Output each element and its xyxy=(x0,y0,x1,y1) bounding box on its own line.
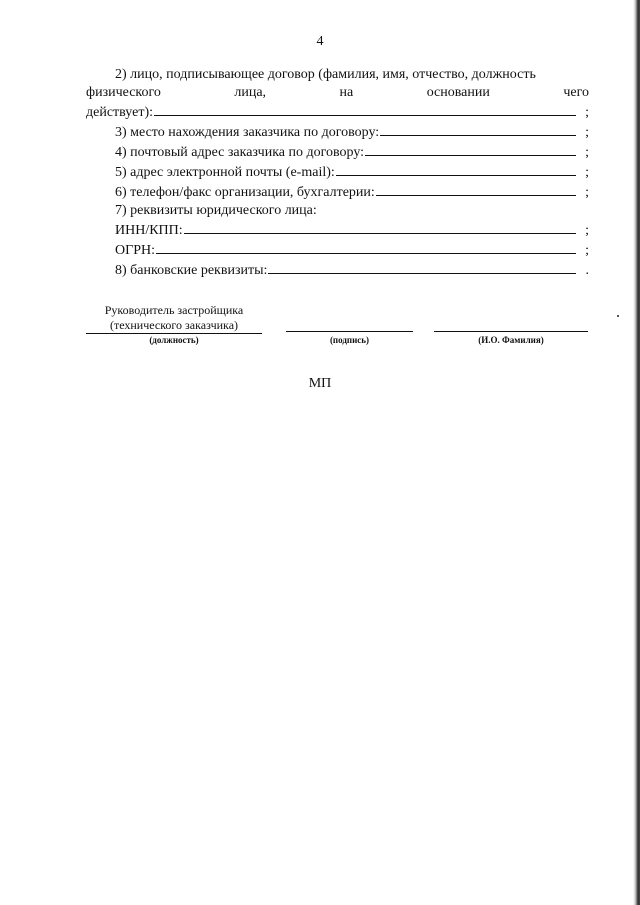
signatory-blank[interactable] xyxy=(154,102,576,116)
field-row-postal-address xyxy=(86,142,589,162)
item2-line2 xyxy=(86,84,589,102)
end-mark: ; xyxy=(585,125,589,140)
bank-details-blank[interactable] xyxy=(268,260,576,274)
item2-word: лица, xyxy=(234,85,267,100)
field-row-inn-kpp xyxy=(86,220,589,240)
end-mark: ; xyxy=(585,145,589,160)
scan-speck xyxy=(617,315,619,317)
inn-kpp-blank[interactable] xyxy=(184,220,576,234)
caption-name: (И.О. Фамилия) xyxy=(478,335,544,345)
page-number: 4 xyxy=(316,34,324,49)
role-line-2: (технического заказчика) xyxy=(86,318,262,334)
end-mark: ; xyxy=(585,185,589,200)
signature-role xyxy=(86,303,262,334)
field-label: 3) место нахождения заказчика по договору: xyxy=(115,125,380,140)
item7-heading: 7) реквизиты юридического лица: xyxy=(115,203,317,218)
email-blank[interactable] xyxy=(336,162,576,176)
item2-word: на xyxy=(339,85,354,100)
end-mark: ; xyxy=(585,223,589,238)
item2-word: основании xyxy=(426,85,490,100)
field-label: 8) банковские реквизиты: xyxy=(115,263,268,278)
phone-fax-blank[interactable] xyxy=(376,182,576,196)
field-label: 6) телефон/факс организации, бухгалтерии: xyxy=(115,185,375,200)
customer-details-form xyxy=(86,66,589,280)
field-row-bank-details xyxy=(86,260,589,280)
signature-blank[interactable] xyxy=(286,331,413,332)
stamp-place-mark: МП xyxy=(308,376,332,391)
field-label: ИНН/КПП: xyxy=(115,223,183,238)
caption-position: (должность) xyxy=(149,335,199,345)
location-blank[interactable] xyxy=(380,122,576,136)
item2-line1 xyxy=(86,66,589,84)
item7-heading-row xyxy=(86,202,589,220)
item2-text-line1: 2) лицо, подписывающее договор (фамилия, имя, отчество, должность xyxy=(115,67,536,82)
scanned-page-edge xyxy=(633,0,640,905)
role-line-1: Руководитель застройщика xyxy=(104,303,244,317)
item2-word: физического xyxy=(86,85,161,100)
field-row-ogrn xyxy=(86,240,589,260)
postal-address-blank[interactable] xyxy=(365,142,576,156)
end-mark: . xyxy=(585,263,589,278)
field-row-phone-fax xyxy=(86,182,589,202)
end-mark: ; xyxy=(585,243,589,258)
field-row-email xyxy=(86,162,589,182)
end-mark: ; xyxy=(585,165,589,180)
field-label: 5) адрес электронной почты (e-mail): xyxy=(115,165,335,180)
item2-word: чего xyxy=(563,85,589,100)
field-row-location xyxy=(86,122,589,142)
item2-text-line3: действует): xyxy=(86,105,153,120)
field-label: ОГРН: xyxy=(115,243,155,258)
caption-signature: (подпись) xyxy=(329,335,370,345)
ogrn-blank[interactable] xyxy=(156,240,576,254)
end-mark: ; xyxy=(585,105,589,120)
field-label: 4) почтовый адрес заказчика по договору: xyxy=(115,145,365,160)
item2-line3 xyxy=(86,102,589,122)
name-blank[interactable] xyxy=(434,331,588,332)
